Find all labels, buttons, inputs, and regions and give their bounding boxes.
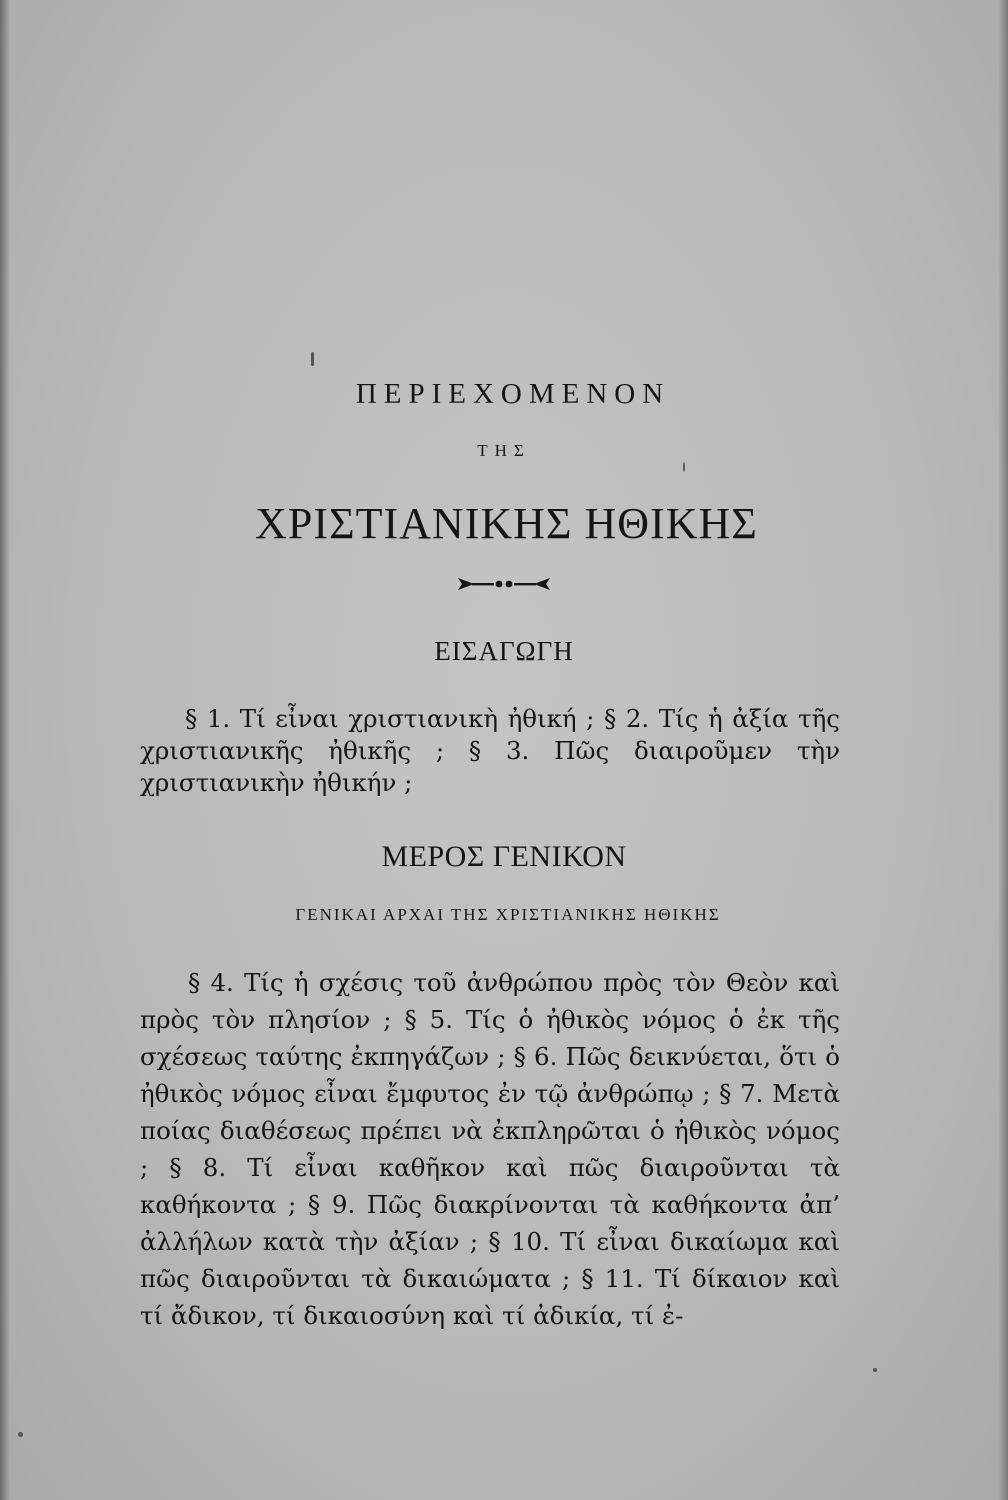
paper-blemish — [18, 1432, 23, 1437]
page-left-edge-shadow — [0, 0, 10, 1500]
arrow-dots-ornament-icon — [458, 574, 550, 594]
section-heading-general-part: ΜΕΡΟΣ ΓΕΝΙΚΟΝ — [381, 840, 627, 873]
introduction-contents-paragraph: § 1. Τί εἶναι χριστιανικὴ ἠθική ; § 2. Τίς ἡ ἀξία τῆς χριστιανικῆς ἠθικῆς ; § 3. Πῶς διαιροῦμεν τὴν χριστιανικὴν ἠθικήν ; — [140, 704, 840, 797]
title-christian-ethics: ΧΡΙΣΤΙΑΝΙΚΗΣ ΗΘΙΚΗΣ — [255, 499, 758, 548]
subheading-general-principles: ΓΕΝΙΚΑΙ ΑΡΧΑΙ ΤΗΣ ΧΡΙΣΤΙΑΝΙΚΗΣ ΗΘΙΚΗΣ — [295, 905, 721, 924]
paper-blemish — [311, 352, 314, 366]
general-part-contents-paragraph: § 4. Τίς ἡ σχέσις τοῦ ἀνθρώπου πρὸς τὸν Θεὸν καὶ πρὸς τὸν πλησίον ; § 5. Τίς ὁ ἠθικὸς νόμος ὁ ἐκ τῆς σχέσεως ταύτης ἐκπηγάζων ; § 6. Πῶς δεικνύεται, ὅτι ὁ ἠθικὸς νόμος εἶναι ἔμφυτος ἐν τῷ ἀνθρώπῳ ; § 7. Μετὰ ποίας διαθέσεως πρέπει νὰ ἐκπληρῶται ὁ ἠθικὸς νόμος ; § 8. Τί εἶναι καθῆκον καὶ πῶς διαιροῦνται τὰ καθήκοντα ; § 9. Πῶς διακρίνονται τὰ καθήκοντα ἀπ’ ἀλλήλων κατὰ τὴν ἀξίαν ; § 10. Τί εἶναι δικαίωμα καὶ πῶς διαιροῦνται τὰ δικαιώματα ; § 11. Τί δίκαιον καὶ τί ἄδικον, τί δικαιοσύνη καὶ τί ἀδικία, τί ἐ- — [140, 968, 840, 1330]
page-right-edge-shadow — [998, 0, 1008, 1500]
section-heading-introduction: ΕΙΣΑΓΩΓΗ — [434, 636, 574, 666]
paper-blemish — [873, 1368, 877, 1372]
title-contents: ΠΕΡΙΕΧΟΜΕΝΟΝ — [355, 378, 671, 410]
title-of-the: ΤΗΣ — [477, 441, 531, 460]
paper-blemish — [683, 462, 685, 472]
